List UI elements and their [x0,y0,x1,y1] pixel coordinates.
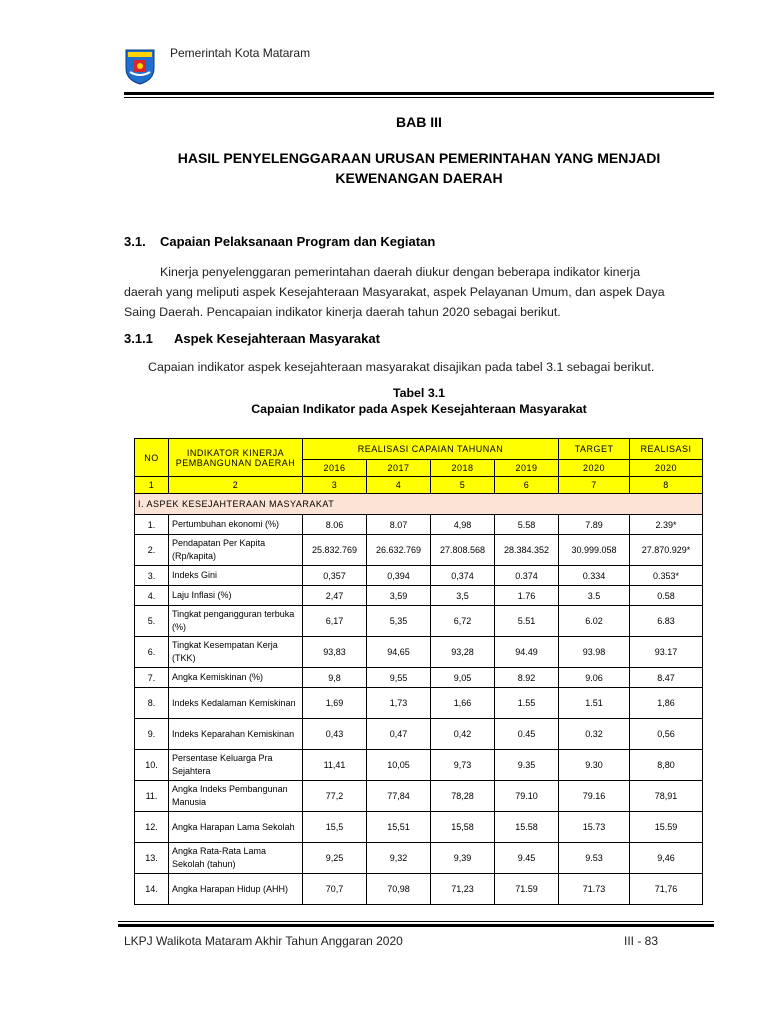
header-no: NO [135,439,169,477]
value-cell: 0.58 [630,586,703,606]
value-cell: 8.06 [303,515,367,535]
header-year: 2017 [367,460,431,477]
value-cell: 77,2 [303,781,367,812]
value-cell: 3,5 [431,586,495,606]
category-row: I. ASPEK KESEJAHTERAAN MASYARAKAT [135,494,703,515]
table-caption-title: Capaian Indikator pada Aspek Kesejahteraan Masyarakat [251,402,587,416]
value-cell: 26.632.769 [367,535,431,566]
row-number: 5. [135,606,169,637]
value-cell: 1.55 [495,688,559,719]
city-emblem-icon [124,46,156,86]
value-cell: 0,394 [367,566,431,586]
indicator-name: Indeks Keparahan Kemiskinan [169,719,303,750]
header-realisasi-year: 2020 [630,460,703,477]
chapter-title-line1: HASIL PENYELENGGARAAN URUSAN PEMERINTAHAN YANG MENJADI [177,150,661,166]
value-cell: 8.47 [630,668,703,688]
value-cell: 8.07 [367,515,431,535]
value-cell: 2.39* [630,515,703,535]
indicator-name: Indeks Gini [169,566,303,586]
indicator-name: Pertumbuhan ekonomi (%) [169,515,303,535]
header-indicator: INDIKATOR KINERJA PEMBANGUNAN DAERAH [169,439,303,477]
value-cell: 27.870.929* [630,535,703,566]
row-number: 14. [135,874,169,905]
col-number: 6 [495,477,559,494]
table-row [135,515,703,535]
footer-page-number: III - 83 [624,934,659,948]
value-cell: 15,51 [367,812,431,843]
header-org-name: Pemerintah Kota Mataram [170,46,311,60]
value-cell: 15,58 [431,812,495,843]
section-number: 3.1. [124,234,146,249]
indicator-name: Indeks Kedalaman Kemiskinan [169,688,303,719]
value-cell: 71,76 [630,874,703,905]
indicator-name: Angka Kemiskinan (%) [169,668,303,688]
chapter-title [124,148,714,188]
value-cell: 0.374 [495,566,559,586]
value-cell: 71.59 [495,874,559,905]
indicator-name: Pendapatan Per Kapita (Rp/kapita) [169,535,303,566]
value-cell: 71.73 [559,874,630,905]
value-cell: 25.832.769 [303,535,367,566]
value-cell: 93.17 [630,637,703,668]
indicator-name: Laju Inflasi (%) [169,586,303,606]
row-number: 6. [135,637,169,668]
value-cell: 71,23 [431,874,495,905]
header-year: 2018 [431,460,495,477]
value-cell: 0,43 [303,719,367,750]
value-cell: 78,91 [630,781,703,812]
value-cell: 77,84 [367,781,431,812]
value-cell: 1,86 [630,688,703,719]
indicator-name: Tingkat Kesempatan Kerja (TKK) [169,637,303,668]
footer-rule [118,924,714,927]
header-realisasi: REALISASI [630,439,703,460]
value-cell: 1,66 [431,688,495,719]
header-target-year: 2020 [559,460,630,477]
table-row [135,781,703,812]
indicator-name: Angka Harapan Hidup (AHH) [169,874,303,905]
indicator-name: Tingkat pengangguran terbuka (%) [169,606,303,637]
table-row [135,874,703,905]
indicator-table [134,438,703,905]
table-row [135,843,703,874]
value-cell: 8.92 [495,668,559,688]
value-cell: 15.73 [559,812,630,843]
value-cell: 5.51 [495,606,559,637]
row-number: 12. [135,812,169,843]
header-rule-thin [124,97,714,98]
row-number: 2. [135,535,169,566]
value-cell: 9,55 [367,668,431,688]
value-cell: 0.334 [559,566,630,586]
value-cell: 3,59 [367,586,431,606]
paragraph-intro [124,262,714,322]
table-row [135,535,703,566]
table-row [135,668,703,688]
value-cell: 1.51 [559,688,630,719]
col-number: 1 [135,477,169,494]
row-number: 11. [135,781,169,812]
value-cell: 8,80 [630,750,703,781]
paragraph-line: Kinerja penyelenggaran pemerintahan daerah diukur dengan beberapa indikator kinerja [160,265,641,279]
value-cell: 0,42 [431,719,495,750]
table-row [135,719,703,750]
value-cell: 94.49 [495,637,559,668]
value-cell: 70,7 [303,874,367,905]
row-number: 4. [135,586,169,606]
row-number: 7. [135,668,169,688]
section-heading-3-1-1 [124,331,380,346]
value-cell: 9,46 [630,843,703,874]
value-cell: 1,69 [303,688,367,719]
table-row [135,586,703,606]
indicator-name: Angka Indeks Pembangunan Manusia [169,781,303,812]
value-cell: 9.45 [495,843,559,874]
value-cell: 0,357 [303,566,367,586]
paragraph-line: daerah yang meliputi aspek Kesejahteraan Masyarakat, aspek Pelayanan Umum, dan aspek Daya [124,285,665,299]
indicator-name: Persentase Keluarga Pra Sejahtera [169,750,303,781]
value-cell: 9.35 [495,750,559,781]
value-cell: 6,72 [431,606,495,637]
value-cell: 0,374 [431,566,495,586]
value-cell: 6.83 [630,606,703,637]
value-cell: 94,65 [367,637,431,668]
col-number: 2 [169,477,303,494]
row-number: 3. [135,566,169,586]
table-row [135,688,703,719]
value-cell: 0,47 [367,719,431,750]
value-cell: 3.5 [559,586,630,606]
value-cell: 0.353* [630,566,703,586]
value-cell: 9,73 [431,750,495,781]
value-cell: 5,35 [367,606,431,637]
value-cell: 79.16 [559,781,630,812]
value-cell: 6,17 [303,606,367,637]
paragraph-table-intro: Capaian indikator aspek kesejahteraan masyarakat disajikan pada tabel 3.1 sebagai berikut. [148,360,655,374]
value-cell: 28.384.352 [495,535,559,566]
header-target: TARGET [559,439,630,460]
row-number: 13. [135,843,169,874]
footer-document-title: LKPJ Walikota Mataram Akhir Tahun Anggaran 2020 [124,934,403,948]
value-cell: 9,32 [367,843,431,874]
value-cell: 0,56 [630,719,703,750]
chapter-number: BAB III [396,114,442,130]
value-cell: 9.30 [559,750,630,781]
value-cell: 0.45 [495,719,559,750]
value-cell: 6.02 [559,606,630,637]
value-cell: 4,98 [431,515,495,535]
section-heading-3-1 [124,234,435,249]
table-row [135,812,703,843]
value-cell: 93,83 [303,637,367,668]
row-number: 8. [135,688,169,719]
indicator-name: Angka Rata-Rata Lama Sekolah (tahun) [169,843,303,874]
row-number: 10. [135,750,169,781]
value-cell: 1.76 [495,586,559,606]
header-year: 2016 [303,460,367,477]
value-cell: 11,41 [303,750,367,781]
header-realisasi-group: REALISASI CAPAIAN TAHUNAN [303,439,559,460]
value-cell: 27.808.568 [431,535,495,566]
header-year: 2019 [495,460,559,477]
value-cell: 93.98 [559,637,630,668]
value-cell: 5.58 [495,515,559,535]
value-cell: 93,28 [431,637,495,668]
value-cell: 7.89 [559,515,630,535]
value-cell: 1,73 [367,688,431,719]
value-cell: 9.06 [559,668,630,688]
table-row [135,637,703,668]
section-number: 3.1.1 [124,331,153,346]
header-rule [124,92,714,95]
value-cell: 2,47 [303,586,367,606]
table-row [135,750,703,781]
value-cell: 9,39 [431,843,495,874]
col-number: 8 [630,477,703,494]
col-number: 7 [559,477,630,494]
value-cell: 70,98 [367,874,431,905]
section-title: Aspek Kesejahteraan Masyarakat [174,331,380,346]
footer-rule-thin [118,921,714,922]
col-number: 4 [367,477,431,494]
col-number: 5 [431,477,495,494]
table-row [135,606,703,637]
value-cell: 78,28 [431,781,495,812]
chapter-title-line2: KEWENANGAN DAERAH [335,170,503,186]
row-number: 9. [135,719,169,750]
value-cell: 9,05 [431,668,495,688]
section-title: Capaian Pelaksanaan Program dan Kegiatan [160,234,436,249]
value-cell: 10,05 [367,750,431,781]
col-number: 3 [303,477,367,494]
table-caption-number: Tabel 3.1 [392,386,446,400]
value-cell: 9.53 [559,843,630,874]
value-cell: 9,25 [303,843,367,874]
paragraph-line: Saing Daerah. Pencapaian indikator kinerja daerah tahun 2020 sebagai berikut. [124,305,561,319]
indicator-name: Angka Harapan Lama Sekolah [169,812,303,843]
value-cell: 30.999.058 [559,535,630,566]
value-cell: 9,8 [303,668,367,688]
row-number: 1. [135,515,169,535]
value-cell: 0.32 [559,719,630,750]
table-row [135,566,703,586]
value-cell: 15,5 [303,812,367,843]
value-cell: 15.59 [630,812,703,843]
value-cell: 79.10 [495,781,559,812]
value-cell: 15.58 [495,812,559,843]
